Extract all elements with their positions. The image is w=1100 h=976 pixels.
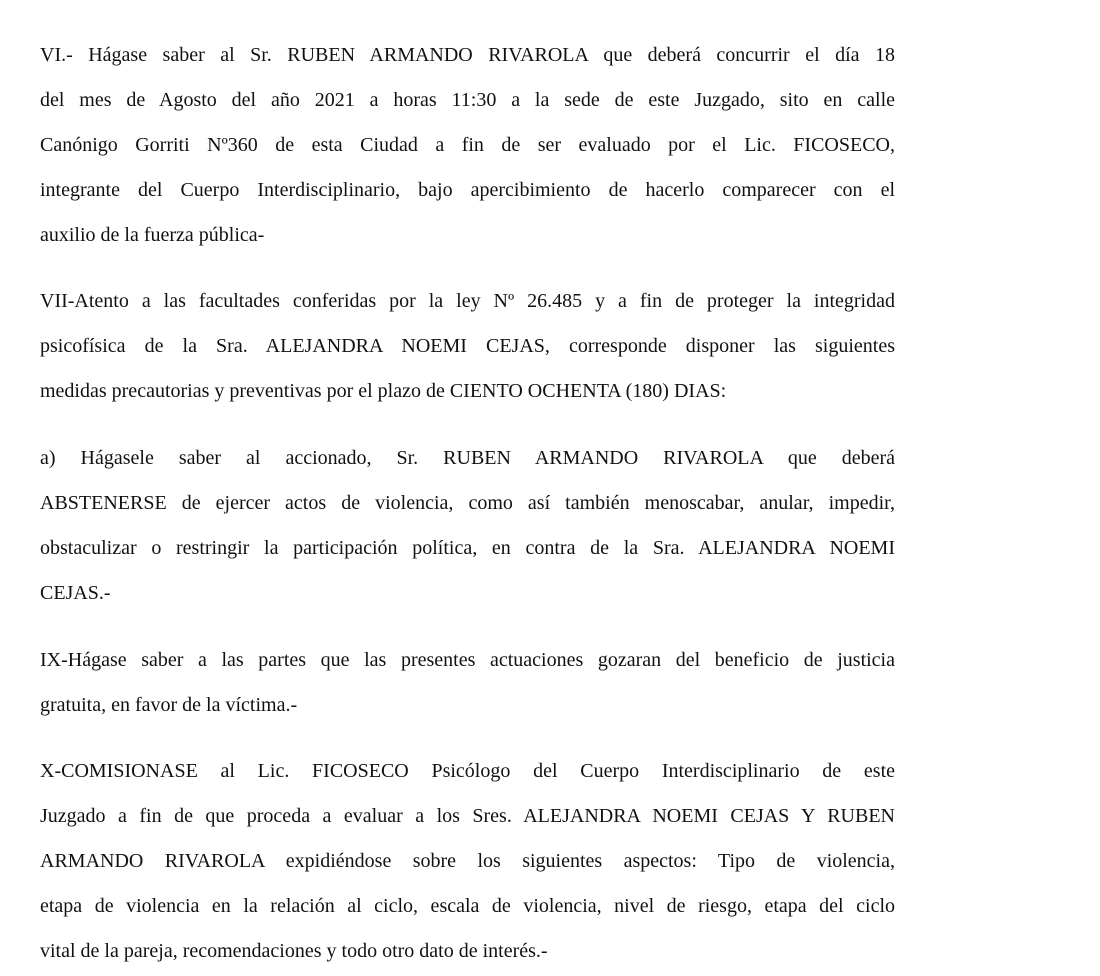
text-line: IX-Hágase saber a las partes que las presentes actuaciones gozaran del beneficio de justicia xyxy=(40,649,895,671)
text-line: auxilio de la fuerza pública- xyxy=(40,224,265,246)
text-line: VII-Atento a las facultades conferidas por la ley Nº 26.485 y a fin de proteger la integridad xyxy=(40,290,895,312)
text-line: CEJAS.- xyxy=(40,582,111,604)
text-line: medidas precautorias y preventivas por el plazo de CIENTO OCHENTA (180) DIAS: xyxy=(40,380,727,402)
text-line: ABSTENERSE de ejercer actos de violencia, como así también menoscabar, anular, impedir, xyxy=(40,492,895,514)
text-line: Canónigo Gorriti Nº360 de esta Ciudad a fin de ser evaluado por el Lic. FICOSECO, xyxy=(40,134,895,156)
text-line: vital de la pareja, recomendaciones y todo otro dato de interés.- xyxy=(40,940,548,962)
text-line: del mes de Agosto del año 2021 a horas 11:30 a la sede de este Juzgado, sito en calle xyxy=(40,89,895,111)
text-line: psicofísica de la Sra. ALEJANDRA NOEMI CEJAS, corresponde disponer las siguientes xyxy=(40,335,895,357)
text-line: a) Hágasele saber al accionado, Sr. RUBEN ARMANDO RIVAROLA que deberá xyxy=(40,447,895,469)
text-line: gratuita, en favor de la víctima.- xyxy=(40,694,298,716)
text-line: etapa de violencia en la relación al ciclo, escala de violencia, nivel de riesgo, etapa del ciclo xyxy=(40,895,895,917)
text-line: X-COMISIONASE al Lic. FICOSECO Psicólogo del Cuerpo Interdisciplinario de este xyxy=(40,760,895,782)
text-line: obstaculizar o restringir la participación política, en contra de la Sra. ALEJANDRA NOEMI xyxy=(40,537,895,559)
text-line: VI.- Hágase saber al Sr. RUBEN ARMANDO RIVAROLA que deberá concurrir el día 18 xyxy=(40,44,895,66)
text-line: ARMANDO RIVAROLA expidiéndose sobre los siguientes aspectos: Tipo de violencia, xyxy=(40,850,895,872)
text-line: integrante del Cuerpo Interdisciplinario, bajo apercibimiento de hacerlo comparecer con el xyxy=(40,179,895,201)
text-line: Juzgado a fin de que proceda a evaluar a los Sres. ALEJANDRA NOEMI CEJAS Y RUBEN xyxy=(40,805,895,827)
